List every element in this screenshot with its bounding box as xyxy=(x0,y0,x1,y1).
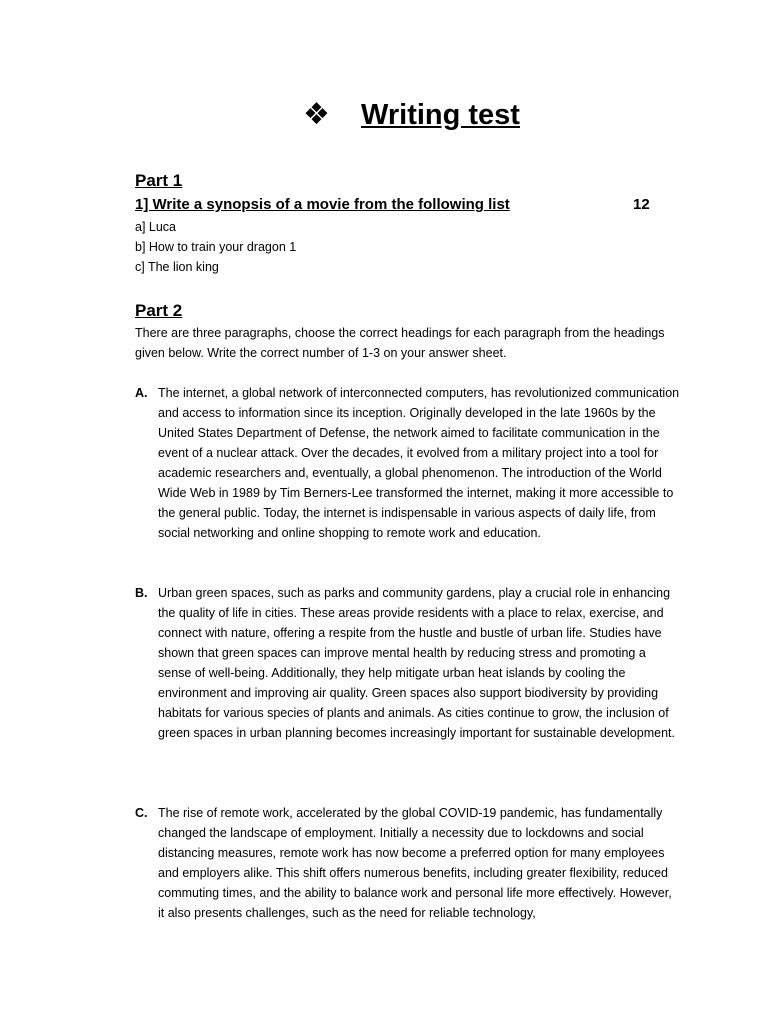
part1-heading: Part 1 xyxy=(135,171,183,190)
part1-question: 1] Write a synopsis of a movie from the following list xyxy=(135,196,510,213)
diamond-bullet-icon: ❖ xyxy=(303,97,330,132)
movie-option: c] The lion king xyxy=(135,260,219,274)
title-row xyxy=(0,96,768,136)
movie-option: b] How to train your dragon 1 xyxy=(135,240,297,254)
movie-option: a] Luca xyxy=(135,220,177,234)
part1-marks: 12 xyxy=(633,196,650,213)
paragraph-text: The rise of remote work, accelerated by the global COVID-19 pandemic, has fundamentally changed the landscape of employment. Initially a necessity due to lockdowns and social distancing measures, remote work has now become a preferred option for many employees and employers alike. This shift offers numerous benefits, including greater flexibility, reduced commuting times, and the ability to balance work and personal life more effectively. However, it also presents challenges, such as the need for reliable technology, xyxy=(158,806,672,920)
paragraph-letter: B. xyxy=(135,586,148,600)
part2-heading: Part 2 xyxy=(135,301,183,320)
paragraph-text: The internet, a global network of interconnected computers, has revolutionized communication and access to information since its inception. Originally developed in the late 1960s by the United States Department of Defense, the network aimed to facilitate communication in the event of a nuclear attack. Over the decades, it evolved from a military project into a tool for academic researchers and, eventually, a global phenomenon. The introduction of the World Wide Web in 1989 by Tim Berners-Lee transformed the internet, making it more accessible to the general public. Today, the internet is indispensable in various aspects of daily life, from social networking and online shopping to remote work and education. xyxy=(158,386,680,540)
page-title: Writing test xyxy=(361,99,520,131)
paragraph-letter: C. xyxy=(135,806,148,820)
paragraph-letter: A. xyxy=(135,386,148,400)
paragraph-text: Urban green spaces, such as parks and community gardens, play a crucial role in enhancing the quality of life in cities. These areas provide residents with a place to relax, exercise, and connect with nature, offering a respite from the hustle and bustle of urban life. Studies have shown that green spaces can improve mental health by reducing stress and promoting a sense of well-being. Additionally, they help mitigate urban heat islands by cooling the environment and improving air quality. Green spaces also support biodiversity by providing habitats for various species of plants and animals. As cities continue to grow, the inclusion of green spaces in urban planning becomes increasingly important for sustainable development. xyxy=(158,586,675,740)
part1-question-line xyxy=(135,195,655,215)
part2-instructions: There are three paragraphs, choose the correct headings for each paragraph from the headings given below. Write the correct number of 1-3 on your answer sheet. xyxy=(135,326,665,360)
movie-options-list xyxy=(135,217,296,277)
